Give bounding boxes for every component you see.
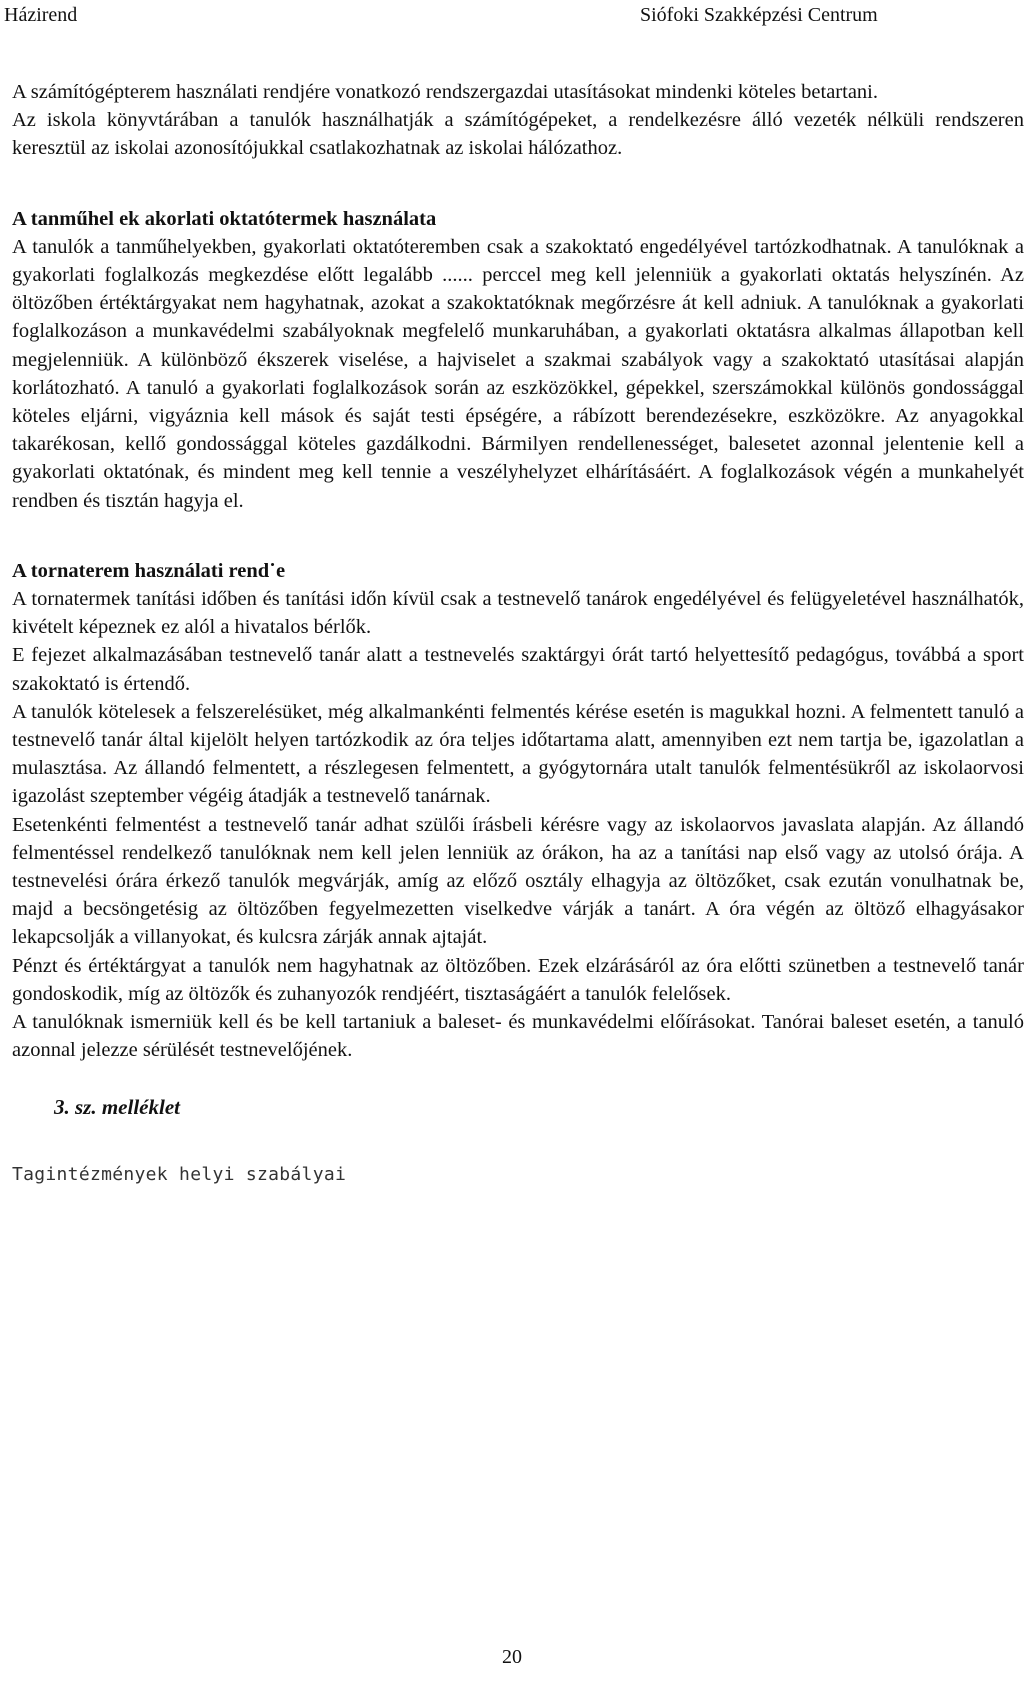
page-content — [12, 78, 1024, 1189]
gym-paragraph: Esetenkénti felmentést a testnevelő tanár adhat szülői írásbeli kérésre vagy az iskolaorvos javaslata alapján. Az állandó felmentéssel rendelkező tanulóknak nem kell jelen lenniük az órákon, ha az a tanítási nap első vagy az utolsó órája. A testnevelési órára érkező tanulók megvárják, amíg az előző osztály elhagyja az öltözőket, csak ezután vonulhatnak be, majd a becsöngetésig az öltözőben fegyelmezetten viselkedve várják a tanárt. A óra végén az öltöző elhagyásakor lekapcsolják a villanyokat, és kulcsra zárják annak ajtaját. — [12, 813, 1024, 949]
gym-paragraph: A tanulóknak ismerniük kell és be kell tartaniuk a baleset- és munkavédelmi előírásokat. Tanórai baleset esetén, a tanuló azonnal jelezze sérülését testnevelőjének. — [12, 1011, 1024, 1062]
computer-room-rules-paragraph: A számítógépterem használati rendjére vonatkozó rendszergazdai utasításokat mindenki köteles betartani. — [12, 81, 878, 103]
section-spacer — [12, 163, 1024, 205]
header-document-title: Házirend — [4, 4, 78, 26]
gym-paragraph: A tanulók kötelesek a felszerelésüket, még alkalmankénti felmentés kérése esetén is magukkal hozni. A felmentett tanuló a testnevelő tanár által kijelölt helyen tartózkodik az óra teljes időtartama alatt, amennyiben ezt nem tartja be, igazolatlan a mulasztása. Az állandó felmentett, a részlegesen felmentett, a gyógytornára utalt tanulók felmentésükről az iskolaorvosi igazolást szeptember végéig átadják a testnevelő tanárnak. — [12, 700, 1024, 808]
gym-paragraph: A tornatermek tanítási időben és tanítási időn kívül csak a testnevelő tanárok engedélyével és felügyeletével használhatók, kivételt képeznek ez alól a hivatalos bérlők. — [12, 588, 1024, 639]
annex-label: 3. sz. melléklet — [54, 1094, 180, 1119]
page-number: 20 — [502, 1646, 522, 1668]
gym-paragraph: Pénzt és értéktárgyat a tanulók nem hagyhatnak az öltözőben. Ezek elzárásáról az óra előtti szünetben a testnevelő tanár gondoskodik, míg az öltözők és zuhanyozók rendjéért, tisztaságáért a tanulók felelősek. — [12, 954, 1024, 1005]
workshop-section-heading: A tanműhel ek akorlati oktatótermek használata — [12, 207, 437, 230]
gym-section-heading: A tornaterem használati rend˙e — [12, 559, 286, 582]
header-institution-name: Siófoki Szakképzési Centrum — [640, 4, 878, 26]
page-header — [4, 4, 1024, 34]
workshop-section-body: A tanulók a tanműhelyekben, gyakorlati oktatóteremben csak a szakoktató engedélyével tartózkodhatnak. A tanulóknak a gyakorlati foglalkozás megkezdése előtt legalább ...... perccel meg kell jelenniük a gyakorlati oktatás helyszínén. Az öltözőben értéktárgyakat nem hagyhatnak, azokat a szakoktatóknak megőrzésre át kell adniuk. A tanulóknak a gyakorlati foglalkozáson a munkavédelmi szabályoknak megfelelő munkaruhában, a gyakorlati oktatásra alkalmas állapotban kell megjelenniük. A különböző ékszerek viselése, a hajviselet a szakmai szabályok vagy a szakoktató utasításai alapján korlátozható. A tanuló a gyakorlati foglalkozások során az eszközökkel, gépekkel, szerszámokkal különös gondossággal köteles eljárni, vigyáznia kell mások és saját testi épségére, a rábízott berendezésekre, eszközökre. Az anyagokkal takarékosan, kellő gondossággal köteles gazdálkodni. Bármilyen rendellenességet, balesetet azonnal jelentenie kell a gyakorlati oktatónak, és mindent meg kell tennie a veszélyhelyzet elhárításáért. A foglalkozások végén a munkahelyét rendben és tisztán hagyja el. — [12, 235, 1024, 512]
library-computers-paragraph: Az iskola könyvtárában a tanulók használhatják a számítógépeket, a rendelkezésre álló vezeték nélküli rendszeren keresztül az iskolai azonosítójukkal csatlakozhatnak az iskolai hálózathoz. — [12, 109, 1024, 160]
section-spacer — [12, 515, 1024, 557]
section-spacer — [12, 1121, 1024, 1161]
section-spacer — [12, 1065, 1024, 1093]
annex-subtitle: Tagintézmények helyi szabályai — [12, 1163, 347, 1185]
gym-paragraph: E fejezet alkalmazásában testnevelő tanár alatt a testnevelés szaktárgyi órát tartó helyettesítő pedagógus, továbbá a sport szakoktató is értendő. — [12, 644, 1024, 695]
